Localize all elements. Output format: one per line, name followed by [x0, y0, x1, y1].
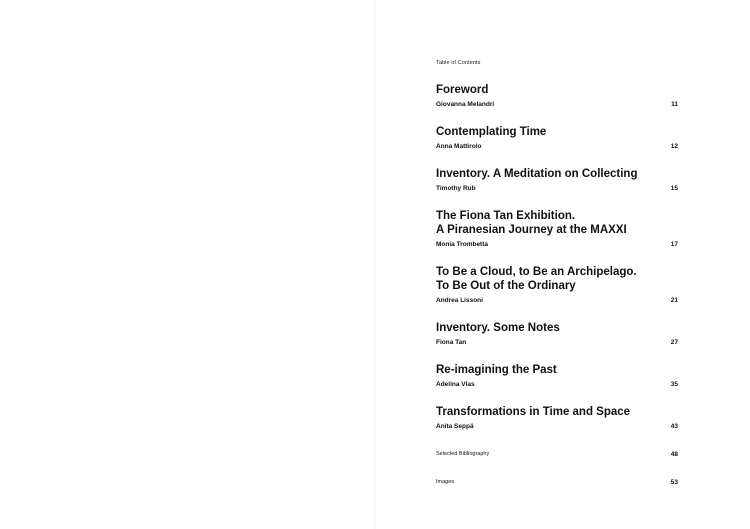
entry-page-number: 12: [670, 143, 678, 150]
toc-heading: Table of Contents: [436, 60, 481, 66]
table-of-contents-page: [376, 0, 750, 529]
entry-page-number: 35: [670, 381, 678, 388]
entry-page-number: 17: [670, 241, 678, 248]
entry-author: Monia Trombetta: [436, 241, 489, 248]
entry-author-row: [436, 422, 678, 431]
entry-title: Inventory. A Meditation on Collecting: [436, 168, 638, 180]
toc-entry[interactable]: [436, 265, 678, 305]
entry-page-number: 21: [670, 297, 678, 304]
left-page-blank: [0, 0, 374, 529]
entry-author: Anna Mattirolo: [436, 143, 482, 150]
entry-title: Foreword: [436, 84, 489, 96]
entry-title: Re-imagining the Past: [436, 364, 557, 376]
entry-author-row: [436, 184, 678, 193]
toc-entry[interactable]: [436, 125, 678, 151]
toc-entry[interactable]: [436, 321, 678, 347]
entry-title: The Fiona Tan Exhibition.: [436, 210, 576, 222]
appendix-page-number: 53: [670, 479, 678, 486]
toc-entry[interactable]: [436, 363, 678, 389]
entry-title: Inventory. Some Notes: [436, 322, 560, 334]
entry-author: Giovanna Melandri: [436, 101, 495, 108]
toc-appendix-entry[interactable]: [436, 478, 678, 487]
entry-page-number: 11: [671, 101, 678, 108]
entry-author-row: [436, 100, 678, 109]
entry-author: Fiona Tan: [436, 339, 467, 346]
entry-title: To Be a Cloud, to Be an Archipelago.: [436, 266, 637, 278]
entry-page-number: 15: [670, 185, 678, 192]
toc-entry[interactable]: [436, 83, 678, 109]
entry-author-row: [436, 338, 678, 347]
entry-title: Transformations in Time and Space: [436, 406, 631, 418]
appendix-label: Selected Bibliography: [436, 451, 490, 457]
appendix-label: Images: [436, 479, 455, 485]
entry-author-row: [436, 296, 678, 305]
entry-author-row: [436, 240, 678, 249]
entry-author: Andrea Lissoni: [436, 297, 483, 304]
entry-author: Timothy Rub: [436, 185, 476, 192]
entry-title-line2: A Piranesian Journey at the MAXXI: [436, 224, 627, 236]
entry-page-number: 43: [670, 423, 678, 430]
toc-entry[interactable]: [436, 405, 678, 431]
entry-author-row: [436, 380, 678, 389]
entry-page-number: 27: [670, 339, 678, 346]
appendix-page-number: 48: [670, 451, 678, 458]
entry-title: Contemplating Time: [436, 126, 547, 138]
entry-author-row: [436, 142, 678, 151]
entry-author: Anita Seppä: [436, 423, 474, 430]
entry-title-line2: To Be Out of the Ordinary: [436, 280, 576, 292]
toc-appendix-entry[interactable]: [436, 450, 678, 459]
toc-entry[interactable]: [436, 167, 678, 193]
entry-author: Adelina Vlas: [436, 381, 475, 388]
toc-entry[interactable]: [436, 209, 678, 249]
